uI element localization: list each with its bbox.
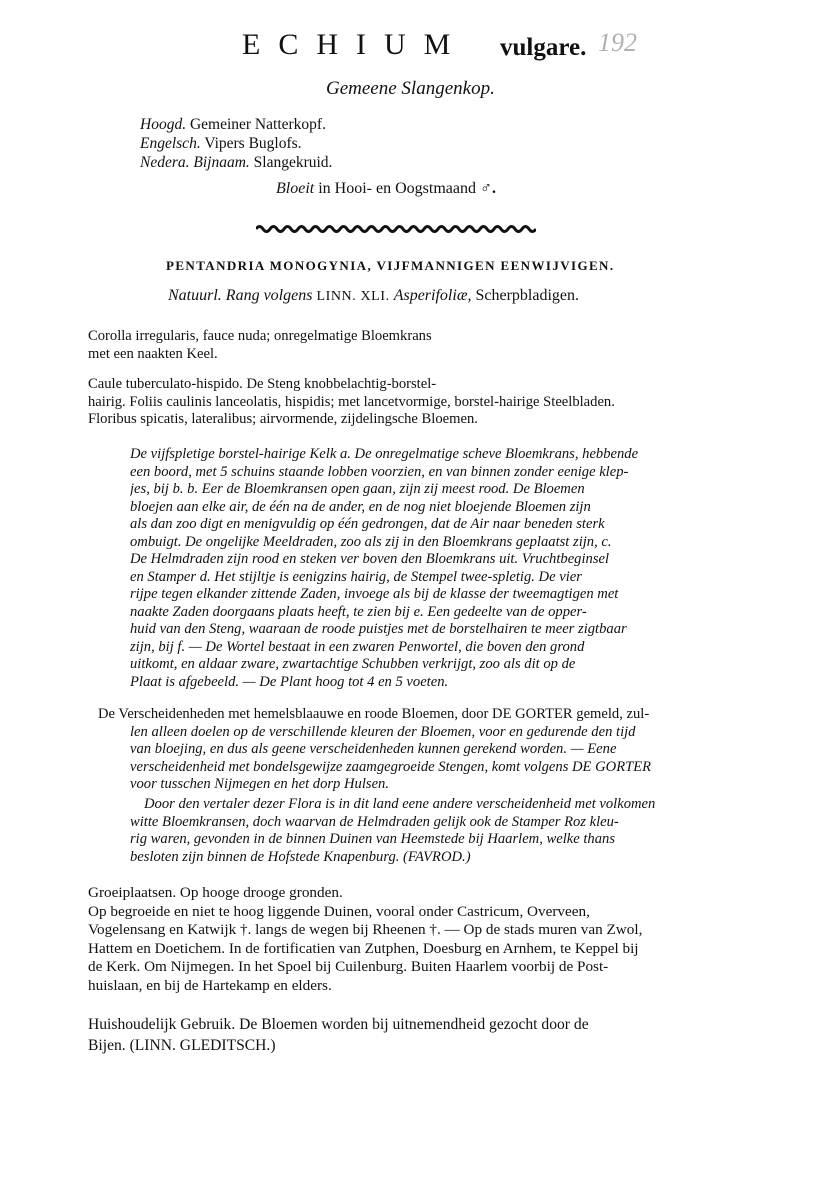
text-line: ombuigt. De ongelijke Meeldraden, zoo als zij in den Bloemkrans geplaatst zijn, c.	[130, 533, 612, 550]
text-line: als dan zoo digt en menigvuldig op één gedrongen, dat de Air naar beneden sterk	[130, 516, 605, 532]
name-row	[140, 134, 332, 153]
order-latin: Asperifoliæ,	[393, 287, 472, 304]
text-line: Huishoudelijk Gebruik. De Bloemen worden bij uitnemendheid gezocht door de	[88, 1016, 589, 1033]
male-symbol-icon: ♂.	[479, 180, 496, 197]
order-dutch: Scherpbladigen.	[475, 287, 580, 304]
pencil-page-number: 192	[598, 28, 637, 57]
text-line: verscheidenheid met bondelsgewijze zaamgegroeide Stengen, komt volgens DE GORTER	[130, 758, 652, 775]
common-name: Gemeene Slangenkop.	[326, 78, 495, 99]
text-line: Corolla irregularis, fauce nuda; onregelmatige Bloemkrans	[88, 328, 432, 344]
text-line: met een naakten Keel.	[88, 345, 218, 362]
text-line: De Verscheidenheden met hemelsblaauwe en roode Bloemen, door DE GORTER gemeld, zul-	[98, 706, 650, 722]
text-line: Op begroeide en niet te hoog liggende Duinen, vooral onder Castricum, Overveen,	[88, 902, 590, 920]
household-use	[88, 1014, 752, 1056]
growing-places	[88, 884, 752, 995]
natural-rank	[168, 287, 579, 305]
text-line: rig waren, gevonden in de binnen Duinen van Heemstede bij Haarlem, welke thans	[130, 831, 615, 847]
varieties-paragraph	[98, 706, 752, 794]
text-line: De vijfspletige borstel-hairige Kelk a. De onregelmatige scheve Bloemkrans, hebbende	[130, 446, 639, 462]
translator-note	[130, 796, 752, 866]
text-line: Caule tuberculato-hispido. De Steng knobbelachtig-borstel-	[88, 376, 437, 392]
plate-description	[130, 446, 752, 691]
genus-title: ECHIUM	[242, 28, 469, 61]
linnaean-class: PENTANDRIA MONOGYNIA, VIJFMANNIGEN EENWIJVIGEN.	[166, 258, 615, 273]
text-line: naakte Zaden doorgaans plaats heeft, te zien bij e. Een gedeelte van de opper-	[130, 603, 587, 620]
bloei-label: Bloeit	[276, 180, 315, 197]
text-line: uitkomt, en aldaar zware, zwartachtige Schubben verkrijgt, zoo als dit op de	[130, 656, 576, 672]
text-line: witte Bloemkransen, doch waarvan de Helmdraden gelijk ook de Stamper Roz kleu-	[130, 813, 619, 830]
text-line: huislaan, en bij de Hartekamp en elders.	[88, 976, 332, 994]
name-row	[140, 115, 332, 134]
text-line: rijpe tegen elkander zittende Zaden, invoege als bij de klasse der tweemagtigen met	[130, 586, 619, 602]
text-line: len alleen doelen op de verschillende kleuren der Bloemen, voor en gedurende den tijd	[130, 723, 636, 740]
text-line: een boord, met 5 schuins staande lobben voorzien, en van binnen zonder eenige klep-	[130, 463, 629, 480]
name-value: Vipers Buglofs.	[204, 135, 302, 152]
name-value: Slangekruid.	[253, 154, 333, 171]
text-line: zijn, bij f. — De Wortel bestaat in een zwaren Penwortel, die boven den grond	[130, 638, 585, 655]
name-value: Gemeiner Natterkopf.	[189, 116, 326, 133]
vernacular-names	[140, 115, 332, 172]
text-line: Bijen. (LINN. GLEDITSCH.)	[88, 1037, 276, 1054]
name-lang: Engelsch.	[140, 135, 201, 152]
text-line: huid van den Steng, waaraan de roode puistjes met de borstelhairen te meer zigtbaar	[130, 621, 627, 637]
text-line: Vogelensang en Katwijk †. langs de wegen bij Rheenen †. — Op de stads muren van Zwol,	[88, 921, 643, 938]
flowering-line	[276, 180, 496, 198]
name-lang: Hoogd.	[140, 116, 187, 133]
name-lang: Nedera. Bijnaam.	[140, 154, 250, 171]
text-line: Groeiplaatsen. Op hooge drooge gronden.	[88, 884, 343, 901]
text-line: Floribus spicatis, lateralibus; airvormende, zijdelingsche Bloemen.	[88, 411, 478, 427]
species-title: vulgare.	[500, 34, 587, 61]
text-line: voor tusschen Nijmegen en het dorp Hulsen.	[130, 776, 389, 792]
text-line: en Stamper d. Het stijltje is eenigzins hairig, de Stempel twee-spletig. De vier	[130, 568, 582, 585]
linn-reference: LINN. XLI.	[316, 289, 390, 304]
species-characteristics	[88, 376, 752, 429]
name-row	[140, 153, 332, 172]
text-line: Door den vertaler dezer Flora is in dit land eene andere verscheidenheid met volkomen	[144, 796, 656, 812]
text-line: hairig. Foliis caulinis lanceolatis, hispidis; met lancetvormige, borstel-hairige Steelbladen.	[88, 393, 615, 410]
text-line: jes, bij b. b. Eer de Bloemkransen open gaan, zijn zij meest rood. De Bloemen	[130, 481, 585, 497]
natuurl-label: Natuurl. Rang volgens	[168, 287, 313, 304]
decorative-rule	[256, 222, 536, 236]
genus-characteristics	[88, 328, 752, 363]
text-line: besloten zijn binnen de Hofstede Knapenburg. (FAVROD.)	[130, 848, 471, 865]
text-line: bloejen aan elke air, de één na de ander, en de nog niet bloejende Bloemen zijn	[130, 498, 591, 515]
text-line: Hattem en Doetichem. In de fortificatien van Zutphen, Doesburg en Arnhem, te Keppel bij	[88, 939, 639, 957]
text-line: de Kerk. Om Nijmegen. In het Spoel bij Cuilenburg. Buiten Haarlem voorbij de Post-	[88, 958, 609, 975]
bloei-text: in Hooi- en Oogstmaand	[318, 180, 476, 197]
text-line: De Helmdraden zijn rood en steken ver boven den Bloemkrans uit. Vruchtbeginsel	[130, 551, 610, 567]
text-line: Plaat is afgebeeld. — De Plant hoog tot 4 en 5 voeten.	[130, 673, 449, 690]
text-line: van bloejing, en dus als geene verscheidenheden kunnen gerekend worden. — Eene	[130, 741, 617, 757]
